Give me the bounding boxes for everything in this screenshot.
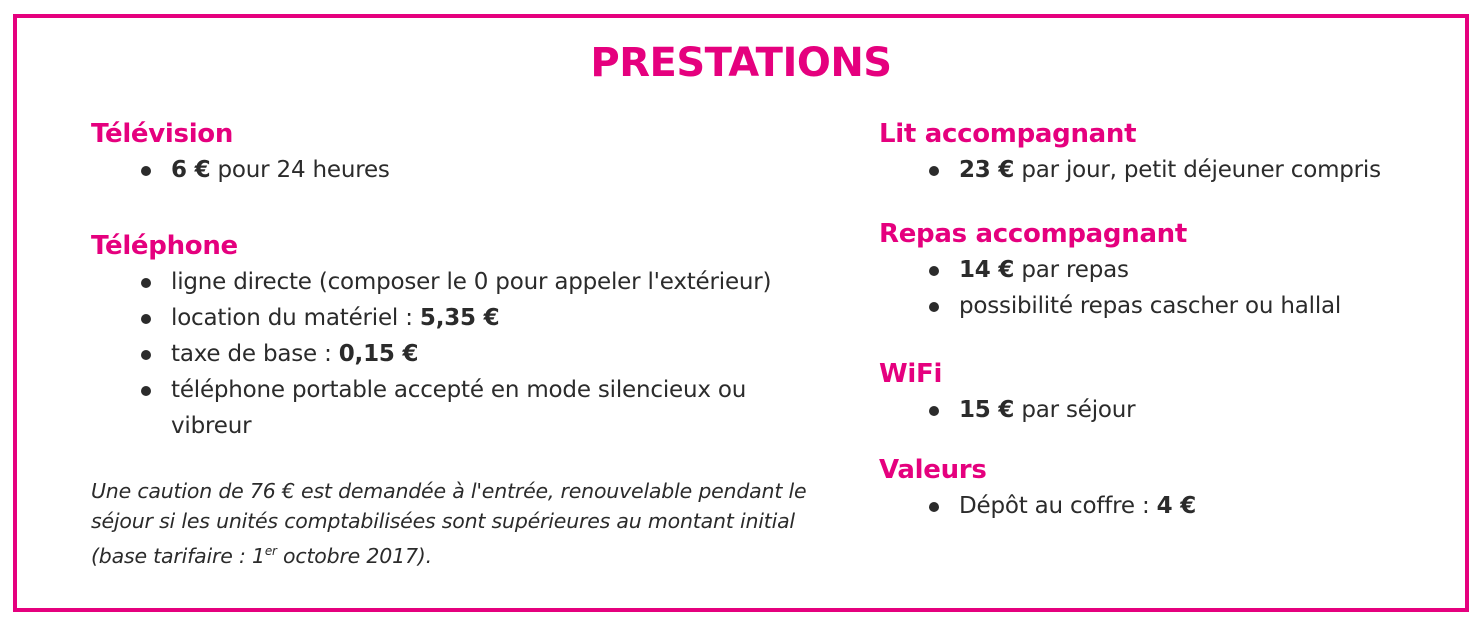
list-item bbox=[171, 372, 811, 444]
item-text: ligne directe (composer le 0 pour appeler l'extérieur) bbox=[171, 269, 772, 295]
item-text: par séjour bbox=[1014, 397, 1136, 423]
section-title-telephone: Téléphone bbox=[91, 231, 238, 261]
section-title-valeurs: Valeurs bbox=[879, 455, 987, 485]
item-text: pour 24 heures bbox=[210, 157, 390, 183]
item-text: location du matériel : bbox=[171, 305, 420, 331]
pricing-frame bbox=[13, 14, 1469, 612]
section-title-television: Télévision bbox=[91, 119, 234, 149]
section-television bbox=[91, 116, 811, 188]
list-item bbox=[959, 488, 1459, 524]
section-title-repas: Repas accompagnant bbox=[879, 219, 1188, 249]
list-item bbox=[171, 300, 811, 336]
item-text: possibilité repas cascher ou hallal bbox=[959, 293, 1342, 319]
left-column bbox=[91, 116, 811, 571]
list-item bbox=[959, 252, 1459, 288]
valeurs-list bbox=[879, 488, 1459, 524]
price: 5,35 € bbox=[419, 305, 500, 331]
item-text: taxe de base : bbox=[171, 341, 339, 367]
section-lit bbox=[879, 116, 1459, 188]
price: 14 € bbox=[959, 257, 1015, 283]
list-item bbox=[171, 336, 811, 372]
page-title: PRESTATIONS bbox=[590, 40, 892, 86]
item-text: par repas bbox=[1014, 257, 1129, 283]
section-wifi bbox=[879, 356, 1459, 428]
section-telephone bbox=[91, 228, 811, 444]
television-list bbox=[91, 152, 811, 188]
item-text: téléphone portable accepté en mode silencieux ou vibreur bbox=[171, 377, 747, 439]
list-item bbox=[959, 392, 1459, 428]
price: 23 € bbox=[959, 157, 1015, 183]
repas-list bbox=[879, 252, 1459, 324]
note-text-end: octobre 2017). bbox=[276, 543, 432, 568]
note-superscript: er bbox=[264, 544, 277, 558]
right-column bbox=[879, 116, 1459, 524]
list-item bbox=[959, 152, 1459, 188]
item-text: par jour, petit déjeuner compris bbox=[1014, 157, 1381, 183]
lit-list bbox=[879, 152, 1459, 188]
price: 4 € bbox=[1156, 493, 1197, 519]
note-text: Une caution de 76 € est demandée à l'entrée, renouvelable pendant le séjour si les unités comptabilisées sont supérieures au montant initial (base tarifaire : 1 bbox=[91, 479, 807, 568]
section-valeurs bbox=[879, 452, 1459, 524]
section-title-lit: Lit accompagnant bbox=[879, 119, 1137, 149]
deposit-note bbox=[91, 476, 811, 571]
item-text: Dépôt au coffre : bbox=[959, 493, 1157, 519]
list-item bbox=[171, 152, 811, 188]
price: 6 € bbox=[171, 157, 211, 183]
section-repas bbox=[879, 216, 1459, 324]
price: 0,15 € bbox=[338, 341, 419, 367]
list-item bbox=[171, 264, 811, 300]
section-title-wifi: WiFi bbox=[879, 359, 943, 389]
telephone-list bbox=[91, 264, 811, 444]
wifi-list bbox=[879, 392, 1459, 428]
price: 15 € bbox=[959, 397, 1015, 423]
list-item bbox=[959, 288, 1459, 324]
